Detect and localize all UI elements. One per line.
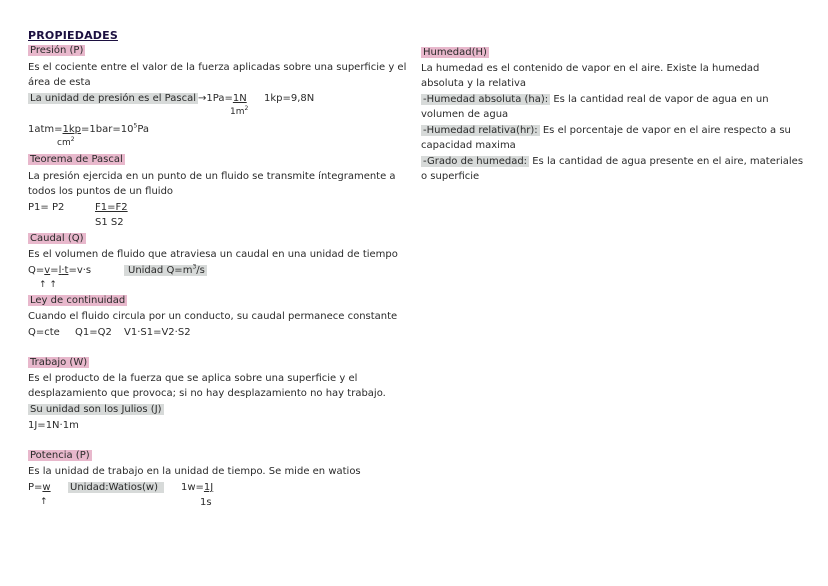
presion-desc-2: área de esta	[28, 77, 91, 88]
potencia-desc: Es la unidad de trabajo en la unidad de tiempo. Se mide en watios	[28, 466, 361, 477]
heading-continuidad: Ley de continuidad	[30, 295, 126, 306]
continuidad-eq-1: Q=cte	[28, 327, 60, 338]
presion-unit-line: La unidad de presión es el Pascal →1Pa=1N	[30, 93, 247, 104]
humedad-absoluta: -Humedad absoluta (ha): Es la cantidad real de vapor de agua en un	[423, 94, 769, 105]
pascal-denominator: $1m^2$	[230, 105, 249, 117]
caudal-arrows: ↑ ↑	[39, 280, 57, 290]
caudal-unit: Unidad $Q=m^3/s$	[124, 264, 207, 277]
pascal-desc-2: todos los puntos de un fluido	[28, 186, 174, 197]
heading-caudal: Caudal (Q)	[30, 233, 84, 244]
potencia-unit: Unidad:Watios(w)	[68, 481, 164, 494]
heading-presion: Presión (P)	[30, 45, 84, 56]
pascal-eq-1: P1= P2	[28, 202, 65, 213]
pascal-eq-2-den: S1 S2	[95, 217, 124, 228]
presion-unit-highlight: La unidad de presión es el Pascal	[30, 93, 197, 104]
heading-pascal: Teorema de Pascal	[30, 154, 123, 165]
potencia-eq: 1w=1J	[181, 482, 214, 493]
humedad-relativa: -Humedad relativa(hr): Es el porcentaje de vapor en el aire respecto a su	[423, 125, 791, 136]
caudal-formula: Q=v=l·t=v·s	[28, 265, 92, 276]
continuidad-eq-2: Q1=Q2	[75, 327, 112, 338]
atm-denominator: $cm^2$	[57, 136, 75, 148]
presion-desc-1: Es el cociente entre el valor de la fuerza aplicadas sobre una superficie y el	[28, 62, 407, 73]
caudal-desc: Es el volumen de fluido que atraviesa un caudal en una unidad de tiempo	[28, 249, 398, 260]
potencia-formula: P=w	[28, 482, 51, 493]
atm-equivalence: $1atm=1kp=1bar=10^5Pa$	[28, 122, 150, 135]
humedad-relativa-2: capacidad maxima	[421, 140, 516, 151]
grado-humedad-2: o superficie	[421, 171, 480, 182]
potencia-arrow: ↑	[40, 497, 48, 507]
page-title: PROPIEDADES	[28, 29, 118, 42]
humedad-absoluta-2: volumen de agua	[421, 109, 509, 120]
pascal-eq-2-num: F1=F2	[95, 202, 128, 213]
pascal-desc-1: La presión ejercida en un punto de un fluido se transmite íntegramente a	[28, 171, 396, 182]
continuidad-eq-3: V1·S1=V2·S2	[124, 327, 191, 338]
trabajo-desc-2: desplazamiento que provoca; si no hay desplazamiento no hay trabajo.	[28, 388, 386, 399]
grado-humedad: -Grado de humedad: Es la cantidad de agua presente en el aire, materiales	[423, 156, 804, 167]
heading-humedad: Humedad(H)	[423, 47, 487, 58]
humedad-desc-2: absoluta y la relativa	[421, 78, 527, 89]
continuidad-desc: Cuando el fluido circula por un conducto, su caudal permanece constante	[28, 311, 398, 322]
kp-equivalence: 1kp=9,8N	[264, 93, 315, 104]
potencia-eq-den: 1s	[200, 497, 212, 508]
heading-potencia: Potencia (P)	[30, 450, 90, 461]
trabajo-unit: Su unidad son los Julios (J)	[30, 404, 162, 415]
trabajo-eq: 1J=1N·1m	[28, 420, 79, 431]
trabajo-desc-1: Es el producto de la fuerza que se aplica sobre una superficie y el	[28, 373, 358, 384]
heading-trabajo: Trabajo (W)	[30, 357, 88, 368]
humedad-desc-1: La humedad es el contenido de vapor en el aire. Existe la humedad	[421, 63, 760, 74]
